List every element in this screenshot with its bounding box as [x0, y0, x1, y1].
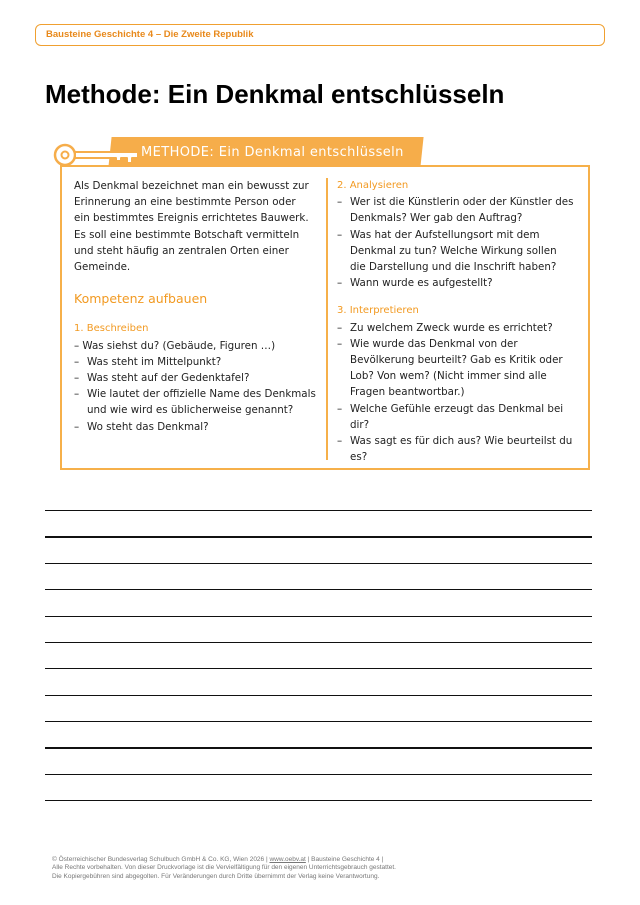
list-item: – Wer ist die Künstlerin oder der Künstler des Denkmals? Wer gab den Auftrag?: [337, 194, 582, 226]
list-item: – Was siehst du? (Gebäude, Figuren …): [74, 339, 276, 352]
writing-line: [45, 642, 592, 643]
list-item: – Wie wurde das Denkmal von der Bevölkerung beurteilt? Gab es Kritik oder Lob? Von wem? (Nicht immer sind alle Fragen beantwortbar.): [337, 336, 582, 401]
list-item: – Was steht auf der Gedenktafel?: [74, 370, 319, 386]
list-item: – Wann wurde es aufgestellt?: [337, 275, 582, 291]
writing-line: [45, 747, 592, 748]
writing-line: [45, 536, 592, 537]
method-banner-title: METHODE: Ein Denkmal entschlüsseln: [141, 145, 404, 160]
writing-line: [45, 721, 592, 722]
list-item: – Wie lautet der offizielle Name des Denkmals und wie wird es üblicherweise genannt?: [74, 386, 319, 418]
intro-line: Als Denkmal bezeichnet man ein bewusst zur: [74, 180, 309, 192]
section-title-interpretieren: 3. Interpretieren: [337, 305, 419, 317]
writing-line: [45, 616, 592, 617]
writing-line: [45, 510, 592, 511]
writing-line: [45, 589, 592, 590]
list-item: – Was steht im Mittelpunkt?: [74, 354, 319, 370]
intro-line: und steht häufig an zentralen Orten einer: [74, 244, 289, 257]
footer-link[interactable]: www.oebv.at: [269, 856, 306, 863]
header-bar: [35, 24, 605, 46]
interpretieren-list: [337, 320, 582, 466]
footer-copyright: © Österreichischer Bundesverlag Schulbuch GmbH & Co. KG, Wien 2026 |: [52, 856, 270, 863]
section-title-beschreiben: 1. Beschreiben: [74, 323, 149, 335]
list-item: – Was hat der Aufstellungsort mit dem Denkmal zu tun? Welche Wirkung sollen die Darstellung und die Inschrift haben?: [337, 227, 582, 276]
header-title: Bausteine Geschichte 4 – Die Zweite Republik: [46, 29, 254, 40]
writing-lines: [45, 510, 592, 827]
right-column: [337, 178, 582, 465]
analysieren-list: [337, 194, 582, 291]
footer: [52, 856, 592, 881]
footer-rights: Alle Rechte vorbehalten. Von dieser Druckvorlage ist die Vervielfältigung für den eigenen Unterrichtsgebrauch gestattet.: [52, 864, 396, 872]
section-title-analysieren: 2. Analysieren: [337, 180, 409, 191]
left-column: [74, 178, 319, 435]
writing-line: [45, 800, 592, 801]
list-item: – Wo steht das Denkmal?: [74, 419, 319, 435]
beschreiben-list: [74, 338, 319, 435]
writing-line: [45, 563, 592, 564]
writing-line: [45, 695, 592, 696]
footer-book: | Bausteine Geschichte 4 |: [305, 856, 384, 863]
kompetenz-heading: Kompetenz aufbauen: [74, 291, 208, 307]
intro-line: Gemeinde.: [74, 261, 131, 274]
page-title: Methode: Ein Denkmal entschlüsseln: [45, 79, 505, 109]
writing-line: [45, 774, 592, 775]
intro-text: [74, 178, 319, 275]
intro-line: ein bestimmtes Ereignis errichtetes Bauwerk.: [74, 212, 309, 225]
list-item: – Zu welchem Zweck wurde es errichtet?: [337, 320, 582, 336]
footer-fees: Die Kopiergebühren sind abgegolten. Für Veränderungen durch Dritte übernimmt der Verlag keine Verantwortung.: [52, 872, 380, 880]
intro-line: Es soll eine bestimmte Botschaft vermitteln: [74, 228, 300, 241]
column-divider: [326, 178, 328, 460]
list-item: – Welche Gefühle erzeugt das Denkmal bei dir?: [337, 401, 582, 433]
key-icon: [52, 141, 142, 169]
list-item: – Was sagt es für dich aus? Wie beurteilst du es?: [337, 433, 582, 465]
writing-line: [45, 668, 592, 669]
intro-line: Erinnerung an eine bestimmte Person oder: [74, 196, 296, 209]
